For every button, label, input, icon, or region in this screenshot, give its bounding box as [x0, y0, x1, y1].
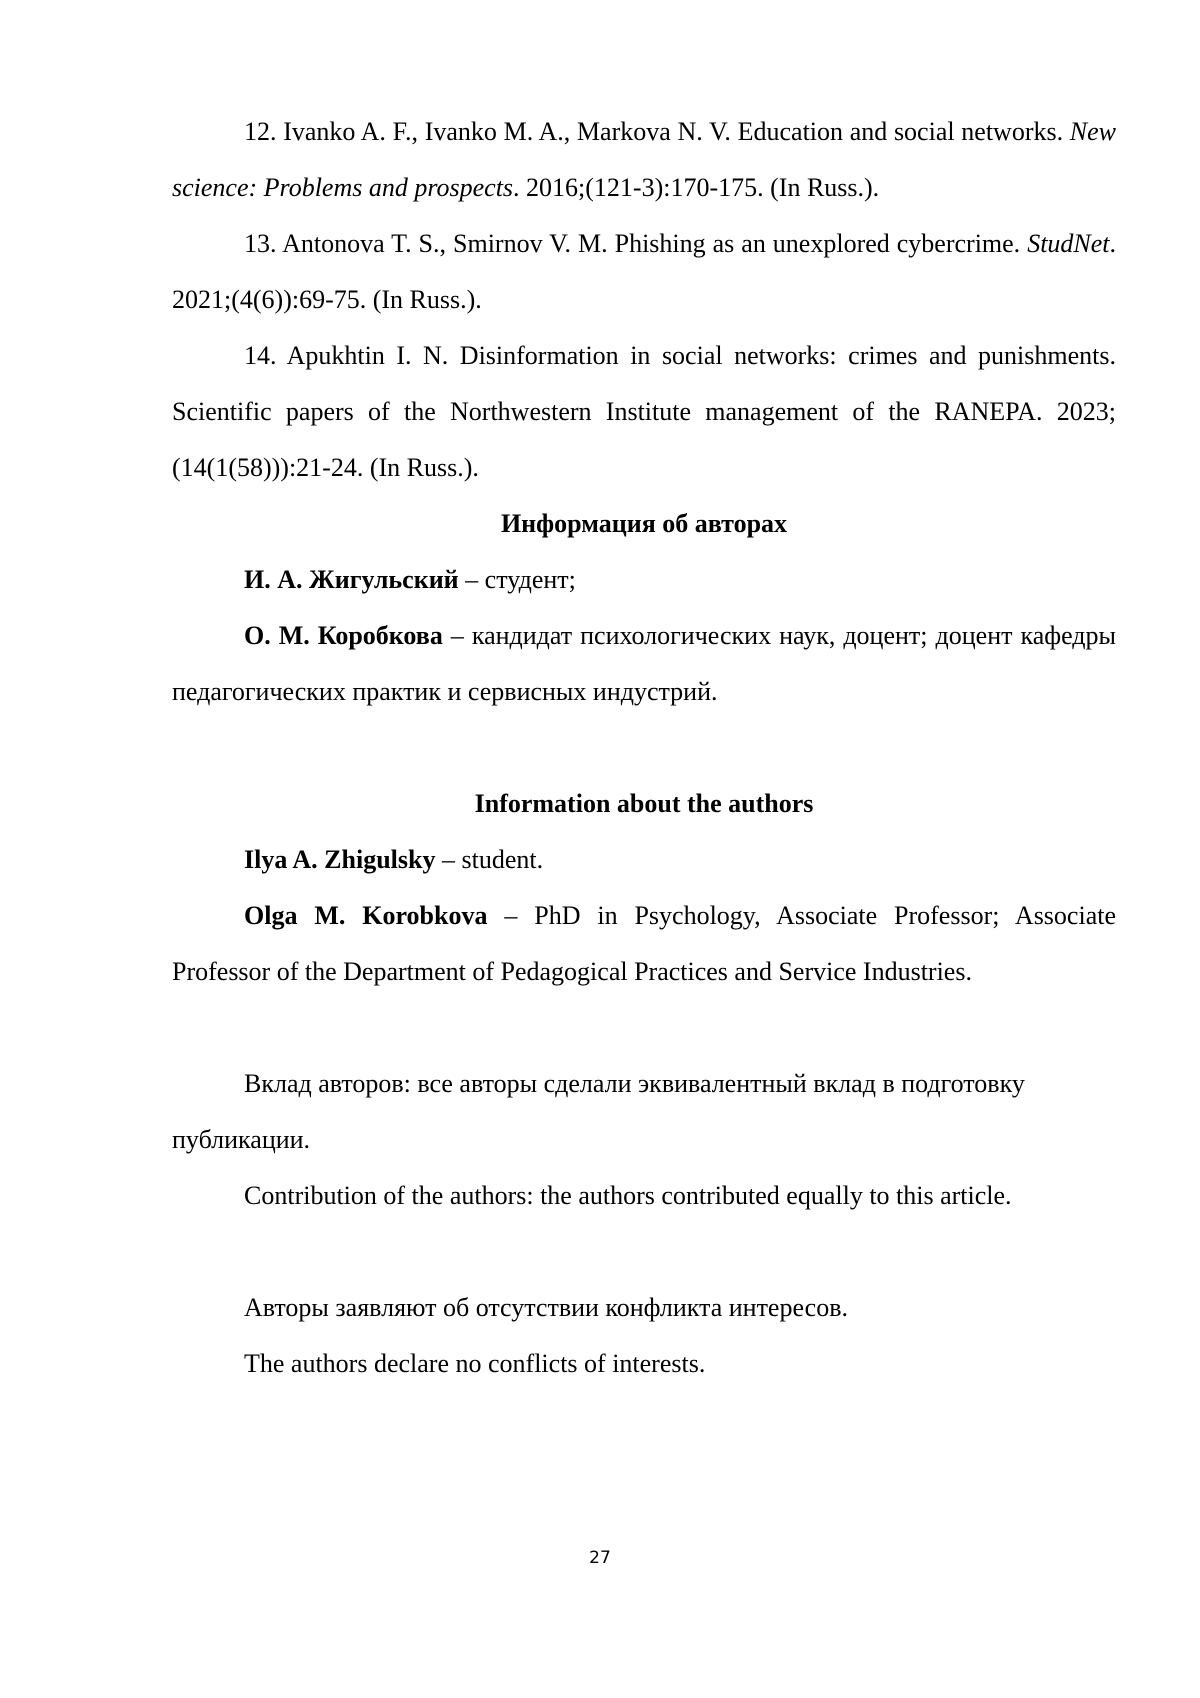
author-description: – student. [435, 845, 544, 874]
author-info-en-2 [172, 888, 1116, 1000]
contribution-en: Contribution of the authors: the authors contributed equally to this article. [244, 1181, 1012, 1210]
reference-12 [172, 104, 1116, 216]
conflicts-en: The authors declare no conflicts of interests. [244, 1349, 706, 1378]
author-name: О. М. Коробкова [244, 621, 443, 650]
conflicts-ru: Авторы заявляют об отсутствии конфликта интересов. [244, 1293, 848, 1322]
reference-number: 12. [244, 117, 277, 146]
reference-title: Education and social networks. [737, 117, 1064, 146]
reference-number: 14. [244, 341, 277, 370]
spacer [172, 1224, 1116, 1280]
author-description: – PhD in Psychology, Associate Professor; Associate Professor of the Department of Pedagogical Practices and Service Industries. [172, 901, 1116, 986]
author-name: Ilya A. Zhigulsky [244, 845, 436, 874]
author-info-en-1 [172, 832, 1116, 888]
author-info-ru-1 [172, 552, 1116, 608]
reference-text: Apukhtin I. N. Disinformation in social networks: crimes and punishments. Scientific papers of the Northwestern Institute management of the RANEPA. 2023;(14(1(58))):21-24. (In Russ.). [172, 341, 1116, 482]
author-description: – студент; [458, 565, 576, 594]
page-number: 27 [589, 1548, 611, 1568]
contribution-ru: Вклад авторов: все авторы сделали эквивалентный вклад в подготовку публикации. [172, 1069, 1025, 1154]
reference-number: 13. [244, 229, 277, 258]
authors-heading-en: Information about the authors [474, 789, 814, 818]
author-name: Olga M. Korobkova [244, 901, 488, 930]
reference-13 [172, 216, 1116, 328]
reference-authors: Antonova T. S., Smirnov V. M. [282, 229, 608, 258]
author-name: И. А. Жигульский [244, 565, 459, 594]
reference-title: Phishing as an unexplored cybercrime. [614, 229, 1021, 258]
reference-details: . 2021;(4(6)):69-75. (In Russ.). [172, 229, 1117, 314]
reference-details: . 2016;(121-3):170-175. (In Russ.). [513, 173, 880, 202]
spacer [172, 1000, 1116, 1056]
reference-14 [172, 328, 1116, 496]
page-content [172, 104, 1116, 1392]
author-info-ru-2 [172, 608, 1116, 720]
reference-authors: Ivanko A. F., Ivanko M. A., Markova N. V. [283, 117, 731, 146]
author-description: – кандидат психологических наук, доцент; доцент кафедры педагогических практик и сервисных индустрий. [172, 621, 1116, 706]
reference-journal: New science: Problems and prospects [172, 117, 1117, 202]
authors-heading-ru: Информация об авторах [500, 509, 788, 538]
reference-journal: StudNet [1027, 229, 1110, 258]
spacer [172, 720, 1116, 776]
